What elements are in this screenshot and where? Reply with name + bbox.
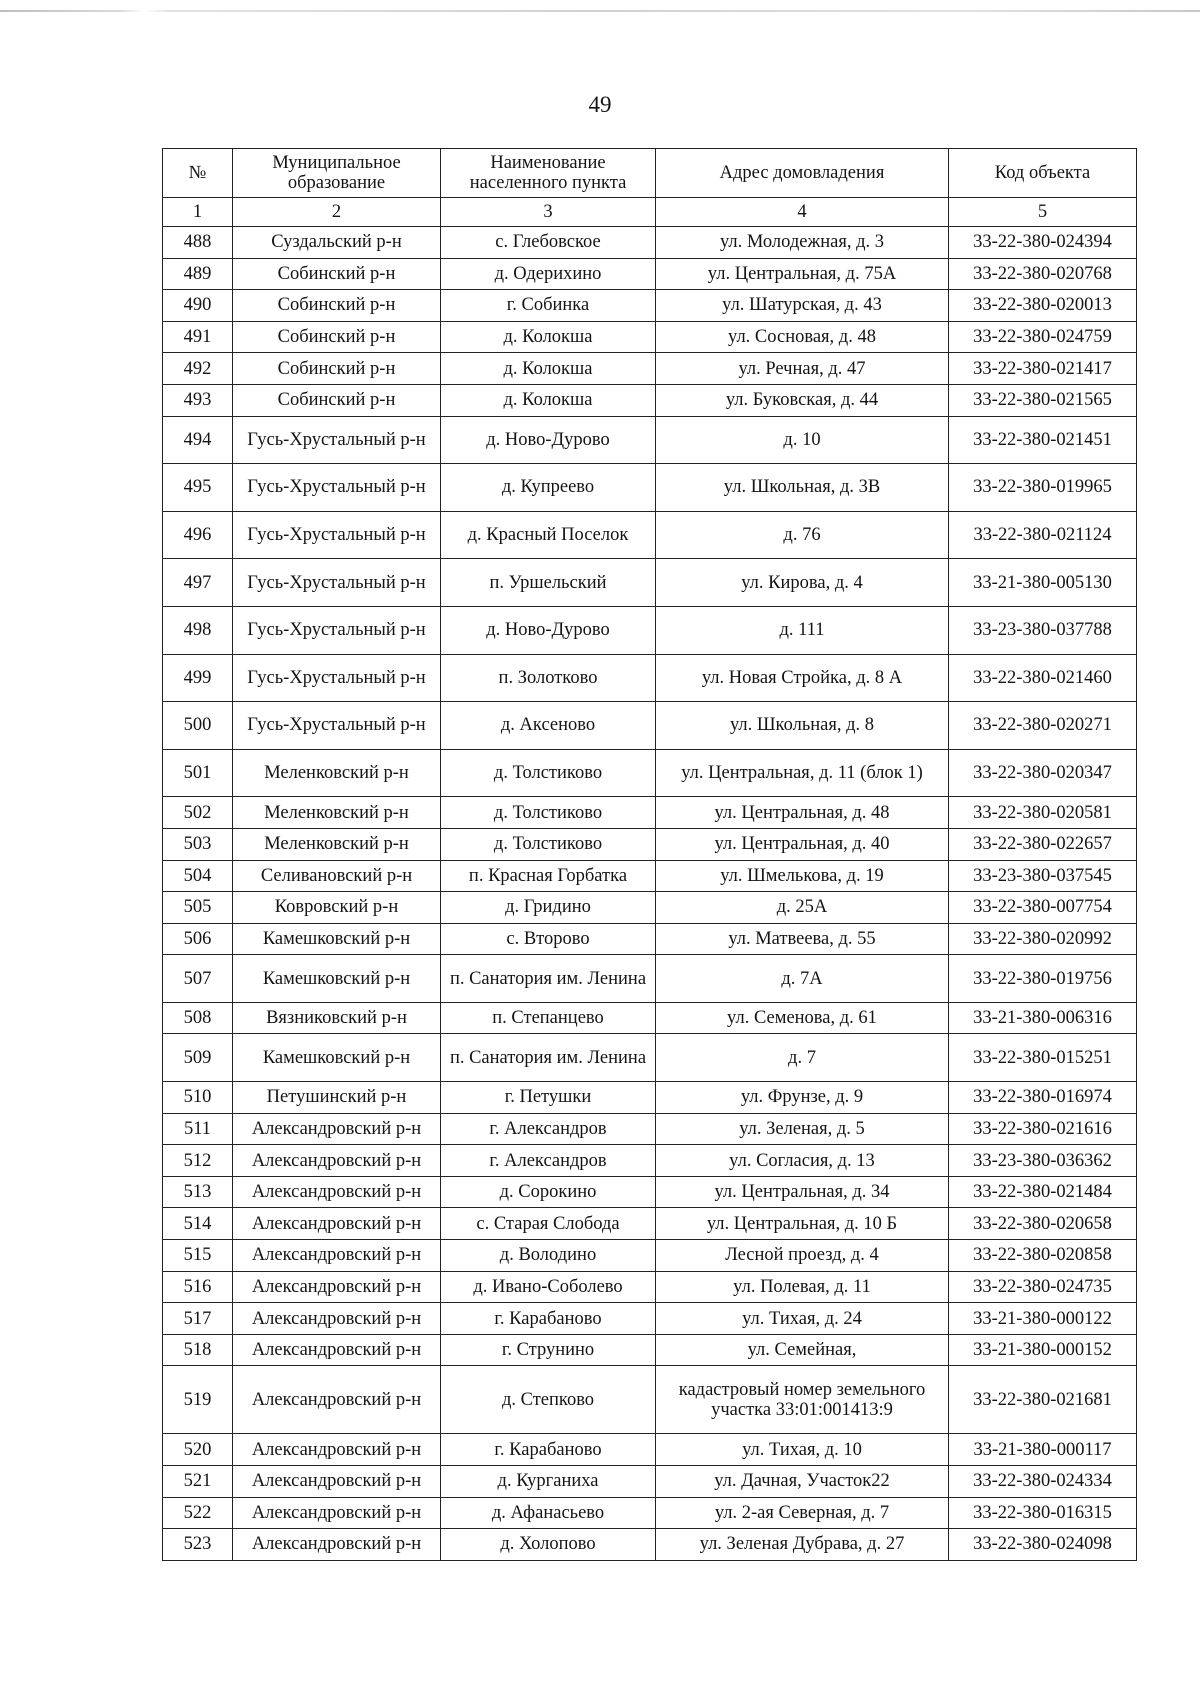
address-cell: ул. Согласия, д. 13 bbox=[656, 1145, 949, 1177]
settlement-cell: с. Глебовское bbox=[441, 227, 656, 259]
address-cell: ул. Матвеева, д. 55 bbox=[656, 923, 949, 955]
settlement-cell: г. Петушки bbox=[441, 1082, 656, 1114]
row-number-cell: 508 bbox=[163, 1002, 233, 1034]
settlement-cell: г. Собинка bbox=[441, 290, 656, 322]
municipality-cell: Александровский р-н bbox=[233, 1145, 441, 1177]
settlement-cell: д. Афанасьево bbox=[441, 1497, 656, 1529]
table-row bbox=[163, 1240, 1137, 1272]
municipality-cell: Собинский р-н bbox=[233, 290, 441, 322]
row-number-cell: 498 bbox=[163, 606, 233, 654]
column-number: 1 bbox=[163, 198, 233, 227]
row-number-cell: 488 bbox=[163, 227, 233, 259]
row-number-cell: 510 bbox=[163, 1082, 233, 1114]
object-code-cell: 33-22-380-020347 bbox=[949, 749, 1137, 797]
settlement-cell: д. Гридино bbox=[441, 892, 656, 924]
row-number-cell: 500 bbox=[163, 702, 233, 750]
header-number: № bbox=[163, 149, 233, 198]
table-row bbox=[163, 749, 1137, 797]
settlement-cell: д. Купреево bbox=[441, 464, 656, 512]
settlement-cell: д. Холопово bbox=[441, 1529, 656, 1561]
row-number-cell: 503 bbox=[163, 828, 233, 860]
municipality-cell: Гусь-Хрустальный р-н bbox=[233, 464, 441, 512]
object-code-cell: 33-22-380-019965 bbox=[949, 464, 1137, 512]
table-row bbox=[163, 1002, 1137, 1034]
settlement-cell: д. Ново-Дурово bbox=[441, 606, 656, 654]
household-registry-table bbox=[162, 148, 1137, 1561]
column-number: 4 bbox=[656, 198, 949, 227]
row-number-cell: 515 bbox=[163, 1240, 233, 1272]
municipality-cell: Меленковский р-н bbox=[233, 797, 441, 829]
object-code-cell: 33-23-380-036362 bbox=[949, 1145, 1137, 1177]
settlement-cell: д. Колокша bbox=[441, 321, 656, 353]
table-row bbox=[163, 1497, 1137, 1529]
table-row bbox=[163, 464, 1137, 512]
object-code-cell: 33-22-380-015251 bbox=[949, 1034, 1137, 1082]
settlement-cell: д. Сорокино bbox=[441, 1176, 656, 1208]
table-row bbox=[163, 353, 1137, 385]
settlement-cell: п. Красная Горбатка bbox=[441, 860, 656, 892]
settlement-cell: д. Курганиха bbox=[441, 1466, 656, 1498]
table-row bbox=[163, 1466, 1137, 1498]
table-row bbox=[163, 1082, 1137, 1114]
address-cell: ул. Новая Стройка, д. 8 А bbox=[656, 654, 949, 702]
table-row bbox=[163, 559, 1137, 607]
address-cell: ул. Шатурская, д. 43 bbox=[656, 290, 949, 322]
municipality-cell: Собинский р-н bbox=[233, 353, 441, 385]
object-code-cell: 33-22-380-020768 bbox=[949, 258, 1137, 290]
row-number-cell: 502 bbox=[163, 797, 233, 829]
table-row bbox=[163, 923, 1137, 955]
address-cell: д. 7 bbox=[656, 1034, 949, 1082]
row-number-cell: 511 bbox=[163, 1113, 233, 1145]
table-row bbox=[163, 606, 1137, 654]
column-number: 3 bbox=[441, 198, 656, 227]
municipality-cell: Гусь-Хрустальный р-н bbox=[233, 702, 441, 750]
row-number-cell: 516 bbox=[163, 1271, 233, 1303]
row-number-cell: 490 bbox=[163, 290, 233, 322]
address-cell: ул. Центральная, д. 75А bbox=[656, 258, 949, 290]
row-number-cell: 494 bbox=[163, 416, 233, 464]
address-cell: ул. Школьная, д. 8 bbox=[656, 702, 949, 750]
row-number-cell: 520 bbox=[163, 1434, 233, 1466]
settlement-cell: д. Толстиково bbox=[441, 828, 656, 860]
municipality-cell: Александровский р-н bbox=[233, 1497, 441, 1529]
row-number-cell: 491 bbox=[163, 321, 233, 353]
municipality-cell: Александровский р-н bbox=[233, 1366, 441, 1434]
object-code-cell: 33-22-380-020271 bbox=[949, 702, 1137, 750]
object-code-cell: 33-22-380-021124 bbox=[949, 511, 1137, 559]
address-cell: ул. Зеленая, д. 5 bbox=[656, 1113, 949, 1145]
table-row bbox=[163, 828, 1137, 860]
settlement-cell: д. Одерихино bbox=[441, 258, 656, 290]
settlement-cell: п. Степанцево bbox=[441, 1002, 656, 1034]
object-code-cell: 33-22-380-019756 bbox=[949, 955, 1137, 1003]
settlement-cell: д. Толстиково bbox=[441, 749, 656, 797]
table-row bbox=[163, 702, 1137, 750]
address-cell: ул. Центральная, д. 10 Б bbox=[656, 1208, 949, 1240]
address-cell: ул. Центральная, д. 11 (блок 1) bbox=[656, 749, 949, 797]
row-number-cell: 492 bbox=[163, 353, 233, 385]
settlement-cell: д. Толстиково bbox=[441, 797, 656, 829]
header-address: Адрес домовладения bbox=[656, 149, 949, 198]
table-body bbox=[163, 227, 1137, 1561]
table-row bbox=[163, 384, 1137, 416]
row-number-cell: 507 bbox=[163, 955, 233, 1003]
municipality-cell: Гусь-Хрустальный р-н bbox=[233, 654, 441, 702]
row-number-cell: 512 bbox=[163, 1145, 233, 1177]
address-cell: ул. Семейная, bbox=[656, 1334, 949, 1366]
address-cell: ул. Фрунзе, д. 9 bbox=[656, 1082, 949, 1114]
table-row bbox=[163, 1113, 1137, 1145]
object-code-cell: 33-22-380-021681 bbox=[949, 1366, 1137, 1434]
municipality-cell: Меленковский р-н bbox=[233, 749, 441, 797]
settlement-cell: г. Александров bbox=[441, 1145, 656, 1177]
object-code-cell: 33-22-380-016315 bbox=[949, 1497, 1137, 1529]
settlement-cell: г. Карабаново bbox=[441, 1434, 656, 1466]
address-cell: д. 111 bbox=[656, 606, 949, 654]
row-number-cell: 514 bbox=[163, 1208, 233, 1240]
address-cell: ул. Молодежная, д. 3 bbox=[656, 227, 949, 259]
table-row bbox=[163, 1034, 1137, 1082]
municipality-cell: Петушинский р-н bbox=[233, 1082, 441, 1114]
row-number-cell: 499 bbox=[163, 654, 233, 702]
object-code-cell: 33-22-380-024759 bbox=[949, 321, 1137, 353]
object-code-cell: 33-22-380-007754 bbox=[949, 892, 1137, 924]
address-cell: ул. Буковская, д. 44 bbox=[656, 384, 949, 416]
address-cell: ул. Школьная, д. 3В bbox=[656, 464, 949, 512]
municipality-cell: Меленковский р-н bbox=[233, 828, 441, 860]
table-row bbox=[163, 227, 1137, 259]
municipality-cell: Суздальский р-н bbox=[233, 227, 441, 259]
row-number-cell: 517 bbox=[163, 1303, 233, 1335]
address-cell: ул. Центральная, д. 34 bbox=[656, 1176, 949, 1208]
object-code-cell: 33-22-380-020992 bbox=[949, 923, 1137, 955]
row-number-cell: 519 bbox=[163, 1366, 233, 1434]
object-code-cell: 33-22-380-024098 bbox=[949, 1529, 1137, 1561]
row-number-cell: 505 bbox=[163, 892, 233, 924]
settlement-cell: д. Володино bbox=[441, 1240, 656, 1272]
object-code-cell: 33-22-380-024735 bbox=[949, 1271, 1137, 1303]
address-cell: ул. Тихая, д. 24 bbox=[656, 1303, 949, 1335]
settlement-cell: п. Санатория им. Ленина bbox=[441, 955, 656, 1003]
municipality-cell: Александровский р-н bbox=[233, 1271, 441, 1303]
header-municipality: Муниципальное образование bbox=[233, 149, 441, 198]
object-code-cell: 33-22-380-021417 bbox=[949, 353, 1137, 385]
header-settlement: Наименование населенного пункта bbox=[441, 149, 656, 198]
municipality-cell: Александровский р-н bbox=[233, 1240, 441, 1272]
table-row bbox=[163, 1271, 1137, 1303]
address-cell: ул. Дачная, Участок22 bbox=[656, 1466, 949, 1498]
municipality-cell: Гусь-Хрустальный р-н bbox=[233, 559, 441, 607]
table-row bbox=[163, 1434, 1137, 1466]
row-number-cell: 495 bbox=[163, 464, 233, 512]
address-cell: д. 25А bbox=[656, 892, 949, 924]
address-cell: д. 7А bbox=[656, 955, 949, 1003]
settlement-cell: д. Ивано-Соболево bbox=[441, 1271, 656, 1303]
municipality-cell: Камешковский р-н bbox=[233, 955, 441, 1003]
settlement-cell: с. Второво bbox=[441, 923, 656, 955]
settlement-cell: п. Золотково bbox=[441, 654, 656, 702]
address-cell: Лесной проезд, д. 4 bbox=[656, 1240, 949, 1272]
address-cell: д. 10 bbox=[656, 416, 949, 464]
table-row bbox=[163, 955, 1137, 1003]
table-row bbox=[163, 1529, 1137, 1561]
address-cell: ул. Центральная, д. 40 bbox=[656, 828, 949, 860]
row-number-cell: 501 bbox=[163, 749, 233, 797]
address-cell: ул. Тихая, д. 10 bbox=[656, 1434, 949, 1466]
table-row bbox=[163, 416, 1137, 464]
address-cell: ул. Кирова, д. 4 bbox=[656, 559, 949, 607]
object-code-cell: 33-21-380-000152 bbox=[949, 1334, 1137, 1366]
object-code-cell: 33-22-380-021484 bbox=[949, 1176, 1137, 1208]
municipality-cell: Собинский р-н bbox=[233, 384, 441, 416]
object-code-cell: 33-23-380-037545 bbox=[949, 860, 1137, 892]
scan-edge-line bbox=[0, 10, 1200, 12]
column-number: 2 bbox=[233, 198, 441, 227]
header-row bbox=[163, 149, 1137, 198]
municipality-cell: Гусь-Хрустальный р-н bbox=[233, 606, 441, 654]
municipality-cell: Вязниковский р-н bbox=[233, 1002, 441, 1034]
address-cell: ул. Речная, д. 47 bbox=[656, 353, 949, 385]
table-row bbox=[163, 321, 1137, 353]
page-number: 49 bbox=[588, 92, 612, 117]
settlement-cell: д. Колокша bbox=[441, 353, 656, 385]
address-cell: ул. Семенова, д. 61 bbox=[656, 1002, 949, 1034]
municipality-cell: Гусь-Хрустальный р-н bbox=[233, 416, 441, 464]
settlement-cell: п. Уршельский bbox=[441, 559, 656, 607]
object-code-cell: 33-22-380-021460 bbox=[949, 654, 1137, 702]
object-code-cell: 33-23-380-037788 bbox=[949, 606, 1137, 654]
municipality-cell: Селивановский р-н bbox=[233, 860, 441, 892]
row-number-cell: 496 bbox=[163, 511, 233, 559]
object-code-cell: 33-21-380-005130 bbox=[949, 559, 1137, 607]
row-number-cell: 506 bbox=[163, 923, 233, 955]
table-row bbox=[163, 1176, 1137, 1208]
object-code-cell: 33-22-380-020581 bbox=[949, 797, 1137, 829]
object-code-cell: 33-22-380-024394 bbox=[949, 227, 1137, 259]
municipality-cell: Камешковский р-н bbox=[233, 1034, 441, 1082]
address-cell: ул. Сосновая, д. 48 bbox=[656, 321, 949, 353]
table-row bbox=[163, 258, 1137, 290]
row-number-cell: 513 bbox=[163, 1176, 233, 1208]
settlement-cell: д. Ново-Дурово bbox=[441, 416, 656, 464]
address-cell: ул. Центральная, д. 48 bbox=[656, 797, 949, 829]
table-row bbox=[163, 1208, 1137, 1240]
municipality-cell: Александровский р-н bbox=[233, 1176, 441, 1208]
settlement-cell: с. Старая Слобода bbox=[441, 1208, 656, 1240]
table-row bbox=[163, 290, 1137, 322]
municipality-cell: Собинский р-н bbox=[233, 258, 441, 290]
municipality-cell: Собинский р-н bbox=[233, 321, 441, 353]
table-row bbox=[163, 797, 1137, 829]
municipality-cell: Ковровский р-н bbox=[233, 892, 441, 924]
municipality-cell: Гусь-Хрустальный р-н bbox=[233, 511, 441, 559]
row-number-cell: 504 bbox=[163, 860, 233, 892]
object-code-cell: 33-22-380-024334 bbox=[949, 1466, 1137, 1498]
object-code-cell: 33-22-380-021616 bbox=[949, 1113, 1137, 1145]
column-number: 5 bbox=[949, 198, 1137, 227]
table-row bbox=[163, 892, 1137, 924]
address-cell: ул. 2-ая Северная, д. 7 bbox=[656, 1497, 949, 1529]
address-cell: ул. Полевая, д. 11 bbox=[656, 1271, 949, 1303]
settlement-cell: д. Степково bbox=[441, 1366, 656, 1434]
address-cell: кадастровый номер земельного участка 33:01:001413:9 bbox=[656, 1366, 949, 1434]
object-code-cell: 33-21-380-000117 bbox=[949, 1434, 1137, 1466]
object-code-cell: 33-22-380-020858 bbox=[949, 1240, 1137, 1272]
settlement-cell: г. Струнино bbox=[441, 1334, 656, 1366]
settlement-cell: д. Красный Поселок bbox=[441, 511, 656, 559]
row-number-cell: 489 bbox=[163, 258, 233, 290]
object-code-cell: 33-22-380-020013 bbox=[949, 290, 1137, 322]
municipality-cell: Камешковский р-н bbox=[233, 923, 441, 955]
object-code-cell: 33-22-380-022657 bbox=[949, 828, 1137, 860]
address-cell: ул. Шмелькова, д. 19 bbox=[656, 860, 949, 892]
table-row bbox=[163, 1334, 1137, 1366]
object-code-cell: 33-22-380-020658 bbox=[949, 1208, 1137, 1240]
municipality-cell: Александровский р-н bbox=[233, 1334, 441, 1366]
object-code-cell: 33-22-380-016974 bbox=[949, 1082, 1137, 1114]
table-row bbox=[163, 860, 1137, 892]
row-number-cell: 521 bbox=[163, 1466, 233, 1498]
object-code-cell: 33-21-380-000122 bbox=[949, 1303, 1137, 1335]
municipality-cell: Александровский р-н bbox=[233, 1303, 441, 1335]
settlement-cell: г. Карабаново bbox=[441, 1303, 656, 1335]
address-cell: д. 76 bbox=[656, 511, 949, 559]
row-number-cell: 523 bbox=[163, 1529, 233, 1561]
row-number-cell: 497 bbox=[163, 559, 233, 607]
municipality-cell: Александровский р-н bbox=[233, 1434, 441, 1466]
row-number-cell: 518 bbox=[163, 1334, 233, 1366]
row-number-cell: 522 bbox=[163, 1497, 233, 1529]
row-number-cell: 509 bbox=[163, 1034, 233, 1082]
table-row bbox=[163, 511, 1137, 559]
settlement-cell: д. Колокша bbox=[441, 384, 656, 416]
header-object-code: Код объекта bbox=[949, 149, 1137, 198]
municipality-cell: Александровский р-н bbox=[233, 1529, 441, 1561]
municipality-cell: Александровский р-н bbox=[233, 1113, 441, 1145]
settlement-cell: г. Александров bbox=[441, 1113, 656, 1145]
object-code-cell: 33-22-380-021451 bbox=[949, 416, 1137, 464]
table-row bbox=[163, 654, 1137, 702]
municipality-cell: Александровский р-н bbox=[233, 1466, 441, 1498]
table-row bbox=[163, 1303, 1137, 1335]
settlement-cell: п. Санатория им. Ленина bbox=[441, 1034, 656, 1082]
column-number-row bbox=[163, 198, 1137, 227]
municipality-cell: Александровский р-н bbox=[233, 1208, 441, 1240]
settlement-cell: д. Аксеново bbox=[441, 702, 656, 750]
table-row bbox=[163, 1366, 1137, 1434]
object-code-cell: 33-21-380-006316 bbox=[949, 1002, 1137, 1034]
table-row bbox=[163, 1145, 1137, 1177]
object-code-cell: 33-22-380-021565 bbox=[949, 384, 1137, 416]
row-number-cell: 493 bbox=[163, 384, 233, 416]
address-cell: ул. Зеленая Дубрава, д. 27 bbox=[656, 1529, 949, 1561]
